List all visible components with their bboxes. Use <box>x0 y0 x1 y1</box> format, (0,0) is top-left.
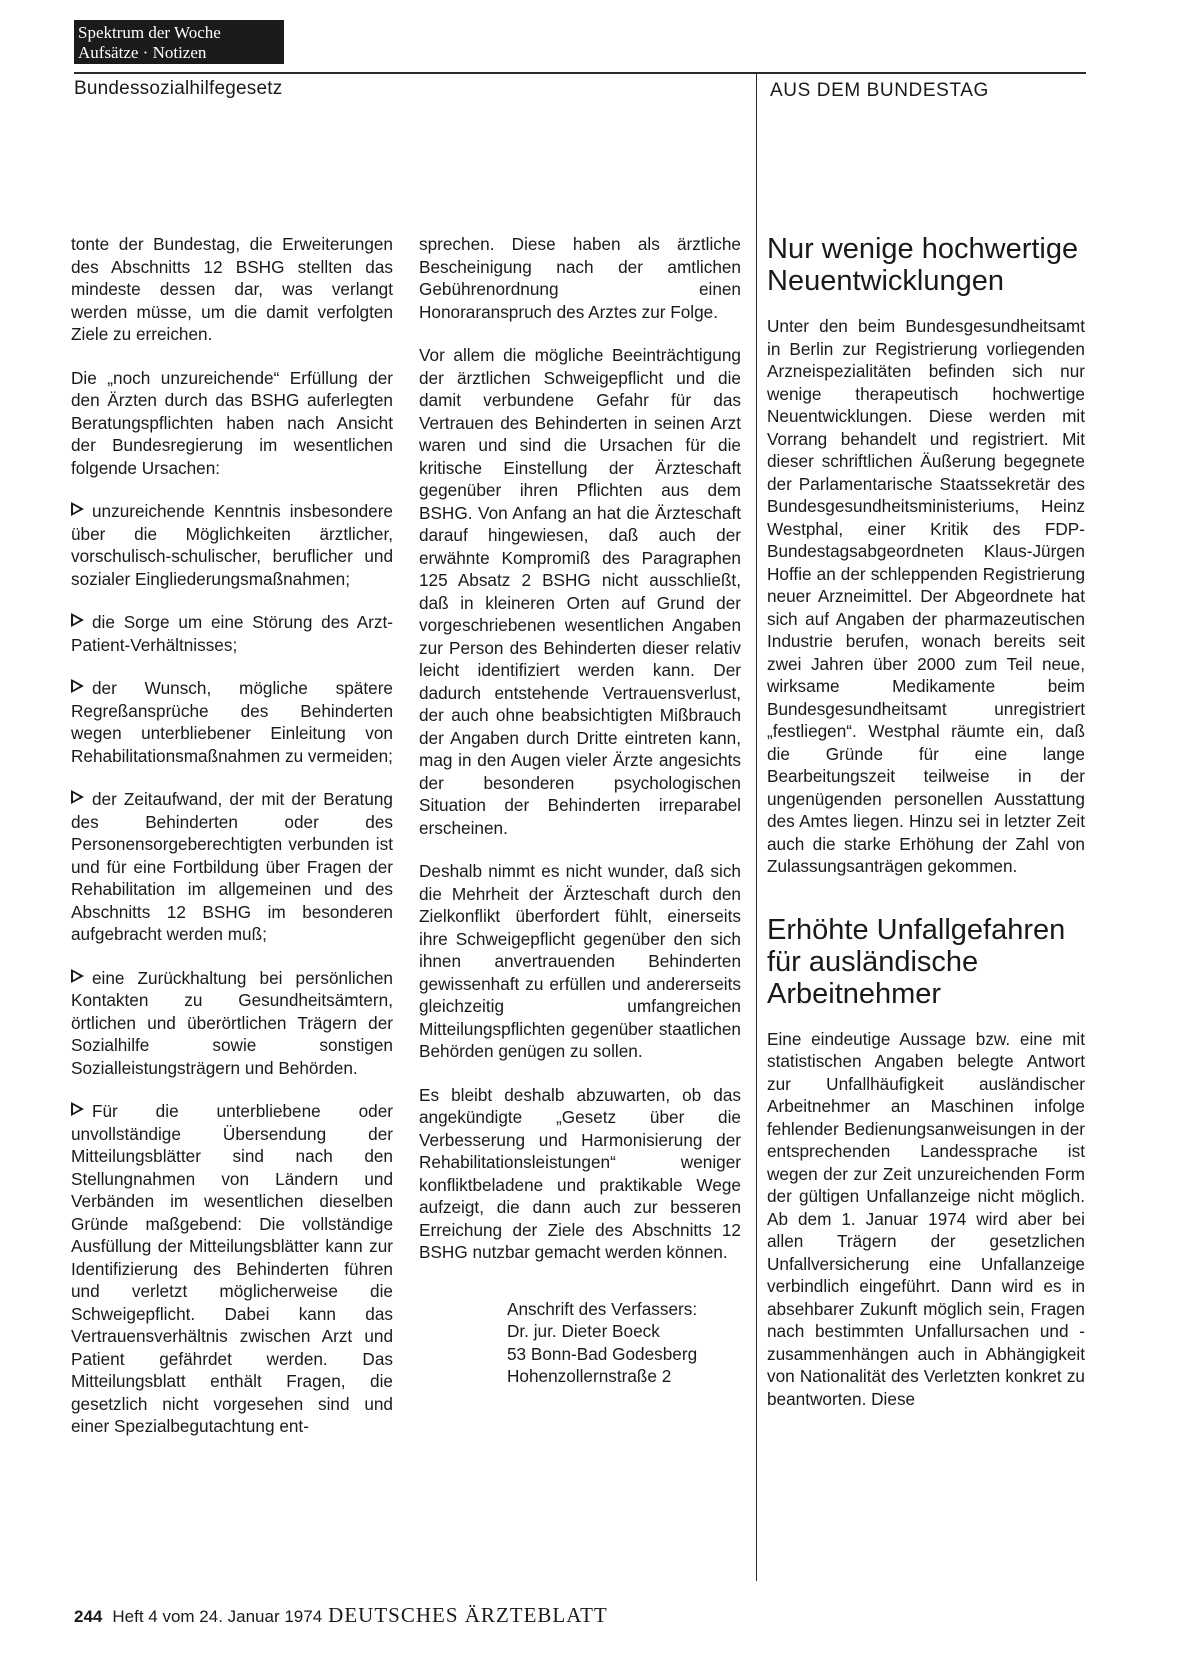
issue-info: Heft 4 vom 24. Januar 1974 <box>112 1607 323 1626</box>
triangle-bullet-icon <box>71 502 84 516</box>
bullet-item: der Wunsch, mögliche spätere Regreßansprüche des Behinderten wegen unterbliebener Einleitung von Rehabilitationsmaßnahmen zu vermeiden; <box>71 678 393 766</box>
triangle-bullet-icon <box>71 969 84 983</box>
bullet-item: Für die unterbliebene oder unvollständige Übersendung der Mitteilungsblätter sind nach den Stellungnahmen von Ländern und Verbänden im wesentlichen dieselben Gründe maßgebend: Die vollständige Ausfüllung der Mitteilungsblätter kann zur Identifizierung des Behinderten führen und verletzt möglicherweise die Schweigepflicht. Dabei kann das Vertrauensverhältnis zwischen Arzt und Patient gefährdet werden. Das Mitteilungsblatt enthält Fragen, die gesetzlich nicht vorgesehen sind und einer Spezialbegutachtung ent- <box>71 1101 393 1436</box>
paragraph: Deshalb nimmt es nicht wunder, daß sich die Mehrheit der Ärzteschaft durch den Zielkonflikt überfordert fühlt, einerseits ihre Schweigepflicht gegenüber den sich ihnen anvertrauenden Behinderten gewissenhaft zu erfüllen und andererseits gleichzeitig umfangreichen Mitteilungspflichten gegenüber staatlichen Behörden genügen zu sollen. <box>419 861 741 1061</box>
paragraph: tonte der Bundestag, die Erweiterungen des Abschnitts 12 BSHG stellten das mindeste dessen dar, was verlangt werden müsse, um die damit verfolgten Ziele zu erreichen. <box>71 234 393 344</box>
section-label-right: AUS DEM BUNDESTAG <box>770 80 989 101</box>
triangle-bullet-icon <box>71 1102 84 1116</box>
address-line: Dr. jur. Dieter Boeck <box>507 1321 660 1341</box>
news-headline: Nur wenige hochwertige Neuentwicklungen <box>767 233 1079 297</box>
paragraph: Es bleibt deshalb abzuwarten, ob das angekündigte „Gesetz über die Verbesserung und Harmonisierung der Rehabilitationsleistungen“ weniger konfliktbeladene und praktikable Wege aufzeigt, die dann auch zur besseren Erreichung der Ziele des Abschnitts 12 BSHG nutzbar gemacht werden können. <box>419 1084 741 1262</box>
badge-line-1: Spektrum der Woche <box>78 23 221 42</box>
paragraph: Die „noch unzureichende“ Erfüllung der den Ärzten durch das BSHG auferlegten Beratungspflichten haben nach Ansicht der Bundesregierung im wesentlichen folgende Ursachen: <box>71 367 393 478</box>
news-column <box>767 233 1085 1431</box>
paragraph: Unter den beim Bundesgesundheitsamt in Berlin zur Registrierung vorliegenden Arzneispezialitäten befinden sich nur wenige therapeutisch hochwertige Neuentwicklungen. Diese werden mit Vorrang behandelt und registriert. Mit dieser schriftlichen Äußerung begegnete der Parlamentarische Staatssekretär des Bundesgesundheitsministeriums, Heinz Westphal, einer Kritik des FDP-Bundestagsabgeordneten Klaus-Jürgen Hoffie an der schleppenden Registrierung neuer Arzneimittel. Der Abgeordnete hat sich auf Angaben der pharmazeutischen Industrie berufen, wonach bereits seit zwei Jahren über 2000 zum Teil neue, wirksame Medikamente beim Bundesgesundheitsamt unregistriert „festliegen“. Westphal räumte ein, daß die Gründe für eine lange Bearbeitungszeit teilweise in der ungenügenden personellen Ausstattung des Amtes liegen. Hinzu sei in letzter Zeit auch die starke Erhöhung der Zahl von Zulassungsanträgen gekommen. <box>767 316 1085 876</box>
section-badge <box>74 20 284 64</box>
section-label-left: Bundessozialhilfegesetz <box>74 78 283 99</box>
bullet-item: die Sorge um eine Störung des Arzt-Patient-Verhältnisses; <box>71 612 393 655</box>
address-line: Hohenzollernstraße 2 <box>507 1366 672 1386</box>
address-line: Anschrift des Verfassers: <box>507 1298 698 1319</box>
news-headline: Erhöhte Unfallgefahren für ausländische Arbeitnehmer <box>767 913 1066 1010</box>
bullet-item: der Zeitaufwand, der mit der Beratung des Behinderten oder des Personensorgeberechtigten verbunden ist und für eine Fortbildung über Fragen der Rehabilitation im allgemeinen und des Abschnitts 12 BSHG im besonderen aufgebracht werden muß; <box>71 789 393 944</box>
article-column-1 <box>71 233 393 1459</box>
column-divider <box>756 73 757 1581</box>
page-number: 244 <box>74 1607 103 1626</box>
header-rule <box>74 72 1086 74</box>
triangle-bullet-icon <box>71 790 84 804</box>
badge-line-2: Aufsätze · Notizen <box>78 43 207 62</box>
triangle-bullet-icon <box>71 613 84 627</box>
journal-name: DEUTSCHES ÄRZTEBLATT <box>328 1603 608 1627</box>
article-column-2 <box>419 233 741 1388</box>
paragraph: sprechen. Diese haben als ärztliche Bescheinigung nach der amtlichen Gebührenordnung einen Honoraranspruch des Arztes zur Folge. <box>419 234 741 322</box>
page-footer <box>74 1603 608 1628</box>
bullet-item: eine Zurückhaltung bei persönlichen Kontakten zu Gesundheitsämtern, örtlichen und überörtlichen Trägern der Sozialhilfe sowie sonstigen Sozialleistungsträgern und Behörden. <box>71 967 393 1078</box>
triangle-bullet-icon <box>71 679 84 693</box>
paragraph: Eine eindeutige Aussage bzw. eine mit statistischen Angaben belegte Antwort zur Unfallhäufigkeit ausländischer Arbeitnehmer an Maschinen infolge fehlender Bedienungsanweisungen in der entsprechenden Landessprache ist wegen der zur Zeit unzureichenden Form der gültigen Unfallanzeige nicht möglich. Ab dem 1. Januar 1974 wird aber bei allen Trägern der gesetzlichen Unfallversicherung eine Unfallanzeige verbindlich eingeführt. Dann wird es in absehbarer Zukunft möglich sein, Fragen nach bestimmten Unfallursachen und -zusammenhängen auch in Abhängigkeit von Nationalität des Verletzten konkret zu beantworten. Diese <box>767 1028 1085 1409</box>
author-address <box>419 1298 741 1388</box>
paragraph: Vor allem die mögliche Beeinträchtigung der ärztlichen Schweigepflicht und die damit verbundene Gefahr für das Vertrauen des Behinderten in seinen Arzt waren und sind die Ursachen für die kritische Einstellung der Ärzteschaft gegenüber ihren Pflichten aus dem BSHG. Von Anfang an hat die Ärzteschaft darauf hingewiesen, daß auch der erwähnte Kompromiß des Paragraphen 125 Absatz 2 BSHG nicht ausschließt, daß in kleineren Orten auf Grund der vorgeschriebenen wesentlichen Angaben zur Person des Behinderten dieser relativ leicht identifiziert werden kann. Der dadurch entstehende Vertrauensverlust, der auch ohne beabsichtigten Mißbrauch der Angaben durch Dritte eintreten kann, mag in den Augen vieler Ärzte angesichts der besonderen psychologischen Situation der Behinderten irreparabel erscheinen. <box>419 345 741 838</box>
bullet-item: unzureichende Kenntnis insbesondere über die Möglichkeiten ärztlicher, vorschulisch-schulischer, beruflicher und sozialer Eingliederungsmaßnahmen; <box>71 501 393 589</box>
address-line: 53 Bonn-Bad Godesberg <box>507 1343 698 1364</box>
